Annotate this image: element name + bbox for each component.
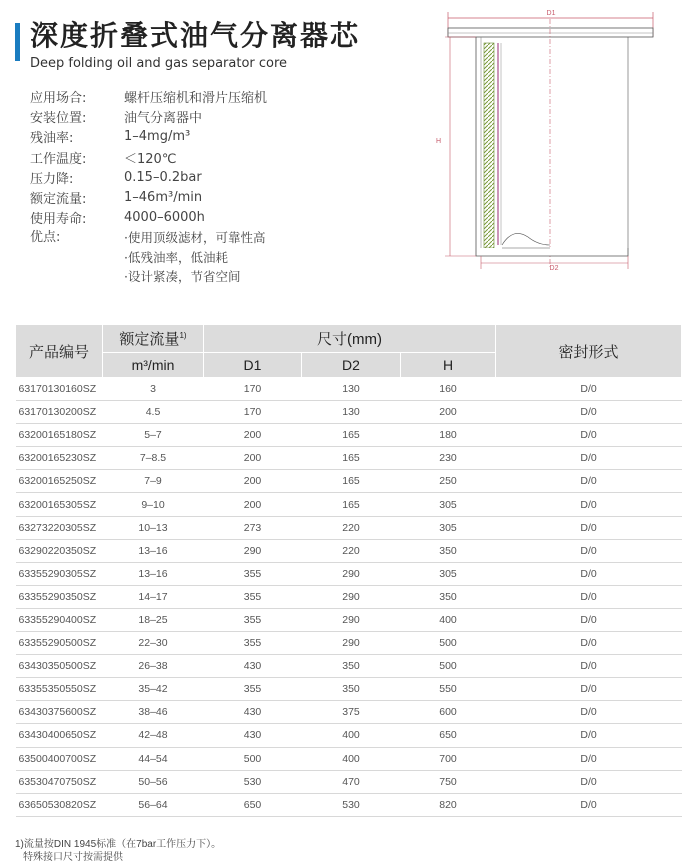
cell-d1: 273: [204, 516, 302, 539]
spec-label: 安装位置:: [30, 110, 87, 126]
spec-label: 额定流量:: [30, 192, 87, 208]
table-row: [16, 516, 682, 539]
cell-flow: 50–56: [103, 770, 204, 793]
cell-d2: 290: [302, 562, 401, 585]
page-subtitle: Deep folding oil and gas separator core: [30, 56, 288, 71]
cell-product-code: 63430400650SZ: [16, 724, 103, 747]
cell-d1: 430: [204, 655, 302, 678]
table-row: [16, 401, 682, 424]
header-flow-unit: m³/min: [103, 353, 204, 378]
cell-d2: 400: [302, 747, 401, 770]
separator-core-drawing: [428, 5, 658, 275]
cell-flow: 10–13: [103, 516, 204, 539]
cell-seal: D/0: [496, 424, 682, 447]
spec-label: 应用场合:: [30, 90, 87, 106]
cell-seal: D/0: [496, 493, 682, 516]
cell-flow: 44–54: [103, 747, 204, 770]
cell-flow: 3: [103, 378, 204, 401]
advantage-item: · 设计紧凑，节省空间: [124, 267, 266, 287]
cell-d2: 375: [302, 701, 401, 724]
cell-seal: D/0: [496, 724, 682, 747]
d2-label: D2: [549, 265, 559, 272]
table-row: [16, 701, 682, 724]
cell-h: 650: [401, 724, 496, 747]
product-table: [15, 324, 682, 817]
spec-row-advantages: [30, 228, 267, 285]
cell-d1: 430: [204, 724, 302, 747]
footnote-special-interface: 特殊接口尺寸按需提供: [23, 852, 123, 863]
cell-product-code: 63355350550SZ: [16, 678, 103, 701]
table-header-row: [16, 325, 682, 353]
cell-d2: 290: [302, 585, 401, 608]
d1-label: D1: [546, 10, 556, 17]
cell-product-code: 63530470750SZ: [16, 770, 103, 793]
header-flow-note: 1): [179, 331, 187, 340]
cell-d1: 530: [204, 770, 302, 793]
spec-row: [30, 167, 267, 187]
cell-flow: 18–25: [103, 608, 204, 631]
top-flange: [448, 28, 653, 37]
spec-row: [30, 106, 267, 126]
spec-value: 0.15–0.2bar: [124, 169, 202, 185]
cell-d1: 430: [204, 701, 302, 724]
cell-h: 400: [401, 608, 496, 631]
cell-flow: 7–8.5: [103, 447, 204, 470]
cell-h: 750: [401, 770, 496, 793]
cell-product-code: 63355290500SZ: [16, 632, 103, 655]
spec-value: ＜120℃: [124, 151, 177, 167]
table-row: [16, 539, 682, 562]
cell-d2: 400: [302, 724, 401, 747]
cell-flow: 5–7: [103, 424, 204, 447]
spec-label: 使用寿命:: [30, 212, 87, 228]
table-row: [16, 470, 682, 493]
cell-d2: 530: [302, 793, 401, 816]
cell-d2: 220: [302, 516, 401, 539]
cell-d2: 165: [302, 447, 401, 470]
table-row: [16, 632, 682, 655]
spec-label: 压力降:: [30, 171, 74, 187]
table-row: [16, 655, 682, 678]
cell-h: 305: [401, 493, 496, 516]
cell-h: 305: [401, 516, 496, 539]
cell-d1: 355: [204, 608, 302, 631]
cell-h: 500: [401, 632, 496, 655]
header-seal: 密封形式: [496, 325, 682, 378]
spec-row: [30, 187, 267, 207]
table-row: [16, 724, 682, 747]
cell-h: 350: [401, 585, 496, 608]
spec-row: [30, 86, 267, 106]
cell-flow: 9–10: [103, 493, 204, 516]
spec-value: 1–4mg/m³: [124, 129, 191, 145]
cell-h: 820: [401, 793, 496, 816]
header-product-code: 产品编号: [16, 325, 103, 378]
spec-row: [30, 208, 267, 228]
cell-d2: 350: [302, 655, 401, 678]
table-row: [16, 562, 682, 585]
cell-seal: D/0: [496, 401, 682, 424]
cell-h: 160: [401, 378, 496, 401]
cell-h: 250: [401, 470, 496, 493]
cell-h: 500: [401, 655, 496, 678]
spec-label: 残油率:: [30, 131, 74, 147]
cell-seal: D/0: [496, 447, 682, 470]
cell-d2: 220: [302, 539, 401, 562]
header-h: H: [401, 353, 496, 378]
cell-product-code: 63273220305SZ: [16, 516, 103, 539]
table-row: [16, 585, 682, 608]
cell-product-code: 63650530820SZ: [16, 793, 103, 816]
cell-h: 305: [401, 562, 496, 585]
table-row: [16, 493, 682, 516]
cell-seal: D/0: [496, 378, 682, 401]
spec-value: 油气分离器中: [124, 110, 203, 126]
cell-seal: D/0: [496, 608, 682, 631]
cell-h: 700: [401, 747, 496, 770]
cell-d1: 200: [204, 470, 302, 493]
cell-d2: 165: [302, 493, 401, 516]
cell-flow: 38–46: [103, 701, 204, 724]
advantage-item: · 使用顶级滤材，可靠性高: [124, 228, 266, 248]
cell-seal: D/0: [496, 747, 682, 770]
cell-product-code: 63200165180SZ: [16, 424, 103, 447]
cell-seal: D/0: [496, 539, 682, 562]
cell-h: 550: [401, 678, 496, 701]
spec-row: [30, 147, 267, 167]
table-row: [16, 424, 682, 447]
title-accent-bar: [15, 23, 20, 61]
cell-flow: 14–17: [103, 585, 204, 608]
cell-d2: 130: [302, 378, 401, 401]
header-dimensions: 尺寸(mm): [204, 325, 496, 353]
cell-product-code: 63200165230SZ: [16, 447, 103, 470]
cell-d2: 350: [302, 678, 401, 701]
table-row: [16, 793, 682, 816]
cell-d1: 355: [204, 562, 302, 585]
cell-seal: D/0: [496, 678, 682, 701]
cell-product-code: 63170130160SZ: [16, 378, 103, 401]
cell-d2: 130: [302, 401, 401, 424]
cell-flow: 56–64: [103, 793, 204, 816]
cell-product-code: 63430375600SZ: [16, 701, 103, 724]
table-row: [16, 608, 682, 631]
bottom-cap: [476, 248, 628, 256]
cell-product-code: 63355290305SZ: [16, 562, 103, 585]
cell-h: 600: [401, 701, 496, 724]
table-row: [16, 447, 682, 470]
cell-d1: 170: [204, 401, 302, 424]
cell-product-code: 63355290350SZ: [16, 585, 103, 608]
cell-seal: D/0: [496, 516, 682, 539]
h-label: H: [436, 138, 442, 145]
header-flow-label: 额定流量: [119, 331, 180, 348]
table-row: [16, 747, 682, 770]
cell-d1: 200: [204, 447, 302, 470]
drain-tube: [502, 233, 550, 245]
cell-h: 230: [401, 447, 496, 470]
cell-seal: D/0: [496, 655, 682, 678]
header-flow: [103, 325, 204, 353]
page-title: 深度折叠式油气分离器芯: [30, 19, 361, 52]
cell-product-code: 63500400700SZ: [16, 747, 103, 770]
spec-value: 4000–6000h: [124, 210, 205, 226]
cell-d1: 200: [204, 424, 302, 447]
cell-h: 200: [401, 401, 496, 424]
advantage-item: · 低残油率，低油耗: [124, 248, 266, 268]
cell-flow: 26–38: [103, 655, 204, 678]
table-row: [16, 770, 682, 793]
table-body: [16, 378, 682, 817]
cell-flow: 13–16: [103, 562, 204, 585]
cell-seal: D/0: [496, 562, 682, 585]
spec-list: [30, 86, 268, 285]
cell-d1: 355: [204, 585, 302, 608]
cell-flow: 42–48: [103, 724, 204, 747]
spec-value: 1–46m³/min: [124, 190, 203, 206]
cell-d1: 355: [204, 678, 302, 701]
header-d1: D1: [204, 353, 302, 378]
cell-seal: D/0: [496, 632, 682, 655]
header-d2: D2: [302, 353, 401, 378]
cell-product-code: 63200165305SZ: [16, 493, 103, 516]
cell-flow: 13–16: [103, 539, 204, 562]
table-row: [16, 378, 682, 401]
cell-flow: 7–9: [103, 470, 204, 493]
cell-seal: D/0: [496, 770, 682, 793]
footnotes: [15, 838, 221, 864]
table-row: [16, 678, 682, 701]
cell-d2: 290: [302, 632, 401, 655]
cell-seal: D/0: [496, 470, 682, 493]
cell-d1: 355: [204, 632, 302, 655]
cell-d2: 470: [302, 770, 401, 793]
spec-value: 螺杆压缩机和滑片压缩机: [124, 90, 268, 106]
cell-seal: D/0: [496, 793, 682, 816]
cell-h: 350: [401, 539, 496, 562]
filter-media: [484, 43, 494, 248]
cell-seal: D/0: [496, 701, 682, 724]
cell-flow: 22–30: [103, 632, 204, 655]
cell-d1: 170: [204, 378, 302, 401]
cell-seal: D/0: [496, 585, 682, 608]
cell-product-code: 63430350500SZ: [16, 655, 103, 678]
cell-product-code: 63355290400SZ: [16, 608, 103, 631]
cell-d2: 290: [302, 608, 401, 631]
cell-d2: 165: [302, 470, 401, 493]
cell-d2: 165: [302, 424, 401, 447]
cell-flow: 4.5: [103, 401, 204, 424]
cell-d1: 650: [204, 793, 302, 816]
spec-row: [30, 127, 267, 147]
footnote-flow-standard: 1)流量按DIN 1945标准（在7bar工作压力下）。: [15, 839, 222, 850]
cell-d1: 200: [204, 493, 302, 516]
cell-flow: 35–42: [103, 678, 204, 701]
advantages-list: [124, 228, 266, 287]
spec-label: 工作温度:: [30, 151, 87, 167]
cell-product-code: 63290220350SZ: [16, 539, 103, 562]
cell-d1: 290: [204, 539, 302, 562]
cell-product-code: 63170130200SZ: [16, 401, 103, 424]
cell-d1: 500: [204, 747, 302, 770]
cell-product-code: 63200165250SZ: [16, 470, 103, 493]
cell-h: 180: [401, 424, 496, 447]
spec-label: 优点:: [30, 230, 61, 246]
